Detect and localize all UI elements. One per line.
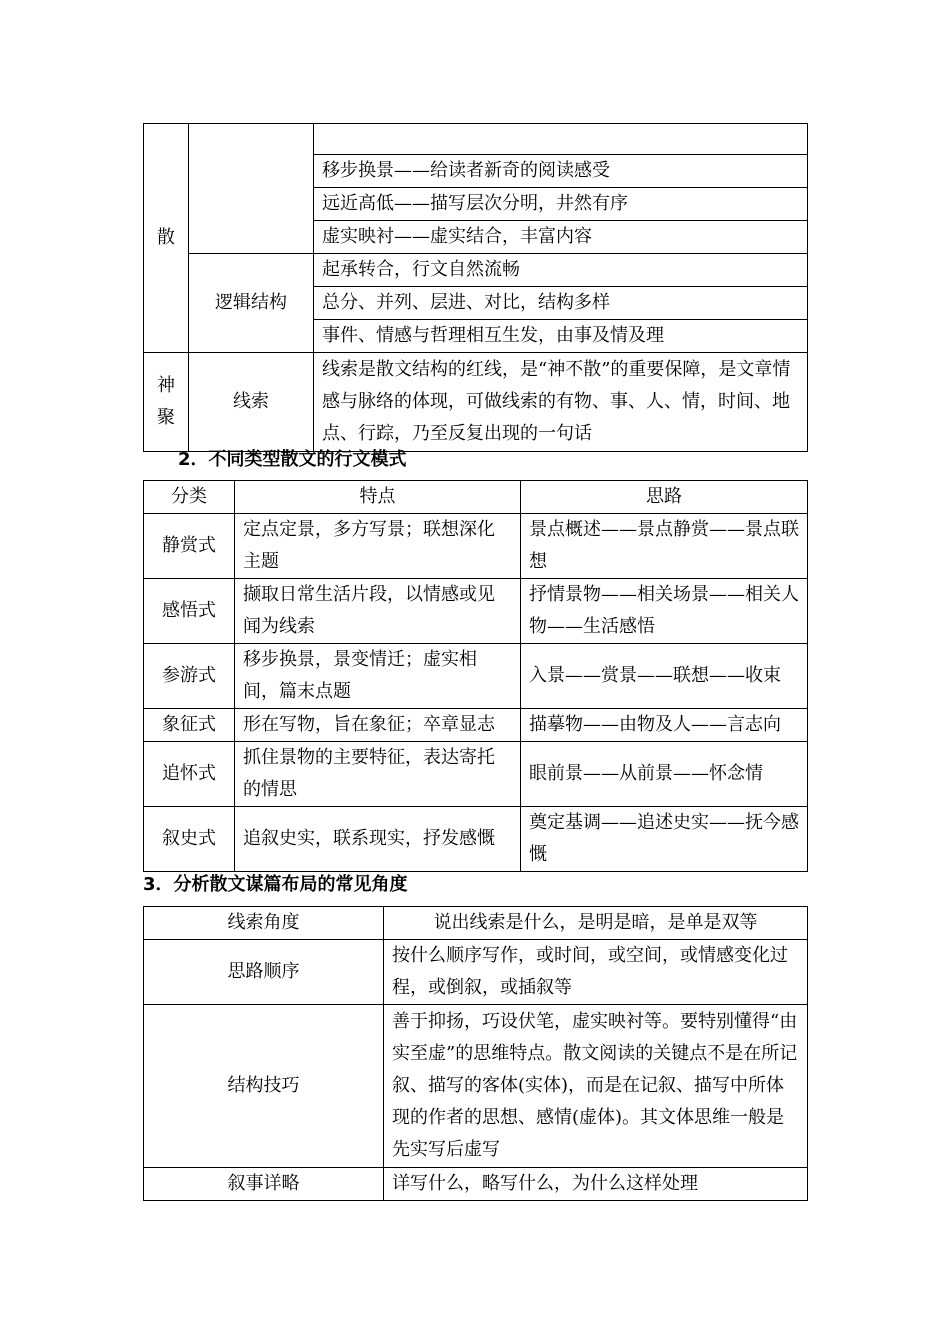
- header-cell: 分类: [144, 481, 235, 514]
- type-cell: 叙史式: [144, 807, 235, 872]
- desc-cell: 说出线索是什么，是明是暗，是单是双等: [384, 907, 808, 940]
- feature-cell: 抓住景物的主要特征，表达寄托的情思: [235, 742, 521, 807]
- type-cell: 象征式: [144, 709, 235, 742]
- path-cell: 描摹物——由物及人——言志向: [521, 709, 808, 742]
- table-row: 事件、情感与哲理相互生发，由事及情及理: [314, 320, 808, 353]
- path-cell: 景点概述——景点静赏——景点联想: [521, 514, 808, 579]
- feature-cell: 移步换景，景变情迁；虚实相间，篇末点题: [235, 644, 521, 709]
- path-cell: 眼前景——从前景——怀念情: [521, 742, 808, 807]
- header-cell: 特点: [235, 481, 521, 514]
- table-row: [144, 1168, 808, 1201]
- desc-cell: 按什么顺序写作，或时间，或空间，或情感变化过程，或倒叙，或插叙等: [384, 940, 808, 1005]
- angle-cell: 叙事详略: [144, 1168, 384, 1201]
- layout-angles-table: [143, 906, 808, 1201]
- path-cell: 抒情景物——相关场景——相关人物——生活感悟: [521, 579, 808, 644]
- header-cell: 思路: [521, 481, 808, 514]
- table-row: 虚实映衬——虚实结合，丰富内容: [314, 221, 808, 254]
- angle-cell: 线索角度: [144, 907, 384, 940]
- logic-structure-cell: 逻辑结构: [189, 254, 314, 353]
- desc-cell: 善于抑扬，巧设伏笔，虚实映衬等。要特别懂得“由实至虚”的思维特点。散文阅读的关键点不是在所记叙、描写的客体(实体)，而是在记叙、描写中所体现的作者的思想、感情(虚体)。其文体思维一般是先实写后虚写: [384, 1005, 808, 1168]
- type-cell: 感悟式: [144, 579, 235, 644]
- feature-cell: 形在写物，旨在象征；卒章显志: [235, 709, 521, 742]
- section-3-heading: 3．分析散文谋篇布局的常见角度: [143, 874, 408, 895]
- section-2-heading: 2．不同类型散文的行文模式: [178, 449, 407, 470]
- feature-cell: 定点定景，多方写景；联想深化主题: [235, 514, 521, 579]
- angle-cell: 思路顺序: [144, 940, 384, 1005]
- shenju-label: 神聚: [157, 375, 175, 428]
- path-cell: 入景——赏景——联想——收束: [521, 644, 808, 709]
- type-cell: 静赏式: [144, 514, 235, 579]
- table-row: [314, 124, 808, 155]
- table-row: [144, 742, 808, 807]
- table-row: [144, 1005, 808, 1168]
- shenju-cell: [144, 353, 189, 452]
- empty-category-cell: [189, 124, 314, 254]
- feature-cell: 追叙史实，联系现实，抒发感慨: [235, 807, 521, 872]
- table-row: [144, 807, 808, 872]
- structure-table: [143, 123, 808, 452]
- clue-text-cell: 线索是散文结构的红线，是“神不散”的重要保障，是文章情感与脉络的体现，可做线索的有物、事、人、情，时间、地点、行踪，乃至反复出现的一句话: [314, 353, 808, 452]
- table-row: [144, 907, 808, 940]
- table-row: 移步换景——给读者新奇的阅读感受: [314, 155, 808, 188]
- table-row: 总分、并列、层进、对比，结构多样: [314, 287, 808, 320]
- table-row: 远近高低——描写层次分明，井然有序: [314, 188, 808, 221]
- table-row: [144, 709, 808, 742]
- path-cell: 奠定基调——追述史实——抚今感慨: [521, 807, 808, 872]
- essay-types-table: [143, 480, 808, 872]
- table-row: [144, 644, 808, 709]
- type-cell: 参游式: [144, 644, 235, 709]
- table-row: [144, 514, 808, 579]
- angle-cell: 结构技巧: [144, 1005, 384, 1168]
- table-row: [144, 940, 808, 1005]
- desc-cell: 详写什么，略写什么，为什么这样处理: [384, 1168, 808, 1201]
- san-cell: 散: [144, 124, 189, 353]
- feature-cell: 撷取日常生活片段，以情感或见闻为线索: [235, 579, 521, 644]
- table-row: 起承转合，行文自然流畅: [314, 254, 808, 287]
- table-row: [144, 579, 808, 644]
- type-cell: 追怀式: [144, 742, 235, 807]
- clue-label-cell: 线索: [189, 353, 314, 452]
